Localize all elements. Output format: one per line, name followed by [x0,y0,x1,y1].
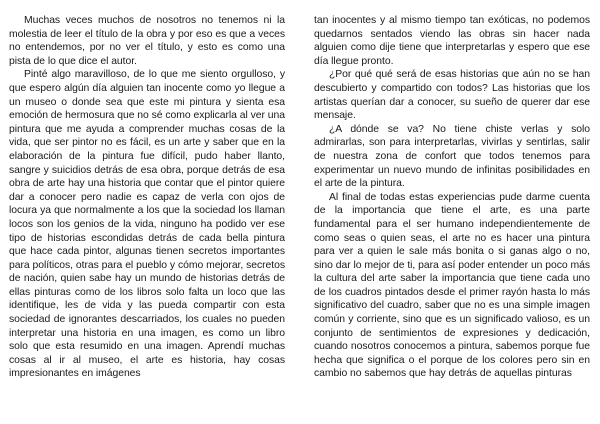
paragraph: ¿A dónde se va? No tiene chiste verlas y solo admirarlas, son para interpretarlas, vivirlas y sentirlas, salir de nuestra zona de confort que todos tenemos para experimentar un nuevo mundo de infinitas posibilidades en el arte de la pintura. [314,123,590,190]
paragraph-continuation: tan inocentes y al mismo tiempo tan exóticas, no podemos quedarnos sentados viendo las obras sin hacer nada alguien como dije tiene que interpretarlas y espero que ese día llegue pronto. [314,15,590,67]
paragraph: ¿Por qué qué será de esas historias que aún no se han descubierto y compartido con todos? Las historias que los artistas querían dar a conocer, su sueño de querer dar ese mensaje. [314,69,590,122]
paragraph: Pinté algo maravilloso, de lo que me siento orgulloso, y que espero algún día alguien tan inocente como yo llegue a un museo o donde sea que este mi pintura y sienta esa emoción de hermosura que no sé como explicarla al ver una pintura que me ayuda a comprender muchas cosas de la vida, que ser pintor no es fácil, es un arte y saber que en la elaboración de la pintura fue difícil, pudo haber llanto, sangre y suicidios detrás de esa obra, porque detrás de esa obra de arte hay una historia que contar que el pintor quiere dar a conocer pero nadie es capaz de verla con ojos de locura ya que normalmente a los que la sociedad los llaman locos son los genios de la vida, ninguno ha podido ver ese tipo de historias escondidas detrás de cada bella pintura que hace cada pintor, algunas tienen secretos importantes para políticos, otras para el pueblo y cómo mejorar, secretos de nación, quien sabe hay un mundo de historias detrás de ellas pinturas como de los libros solo falta un loco que las identifique, les de vida y las pueda compartir con esta sociedad de ignorantes descarriados, los cuales no pueden interpretar una historia en una imagen, es como un libro solo que esta resumido en una imagen. Aprendí muchas cosas al ir al museo, el arte es historia, hay cosas impresionantes en imágenes [9,69,285,380]
left-page-text [9,14,285,381]
paragraph: Al final de todas estas experiencias pude darme cuenta de la importancia que tiene el arte, es una parte fundamental para el ser humano independientemente de como seas o quien seas, el arte no es hacer una pintura para ver a quien le sale más bonita o si ganas algo o no, sino dar lo mejor de ti, para así poder entender un poco más la cultura del arte saber la importancia que tiene cada uno de los cuadros pintados desde el primer rayón hasta lo más significativo del cuadro, saber que no es una simple imagen común y corriente, sino que es un significado valioso, es un conjunto de sentimientos de expresiones y dedicación, cuando nosotros conocemos a pintura, sabemos porque fue hecha que significa o el porque de los colores pero sin en cambio no sabemos que hay detrás de aquellas pinturas [314,191,590,380]
paragraph: Muchas veces muchos de nosotros no tenemos ni la molestia de leer el título de la obra y por eso es que a veces no entendemos, por no ver el título, y esto es como una pista de lo que dice el autor. [9,15,285,67]
right-page-text [314,14,590,381]
